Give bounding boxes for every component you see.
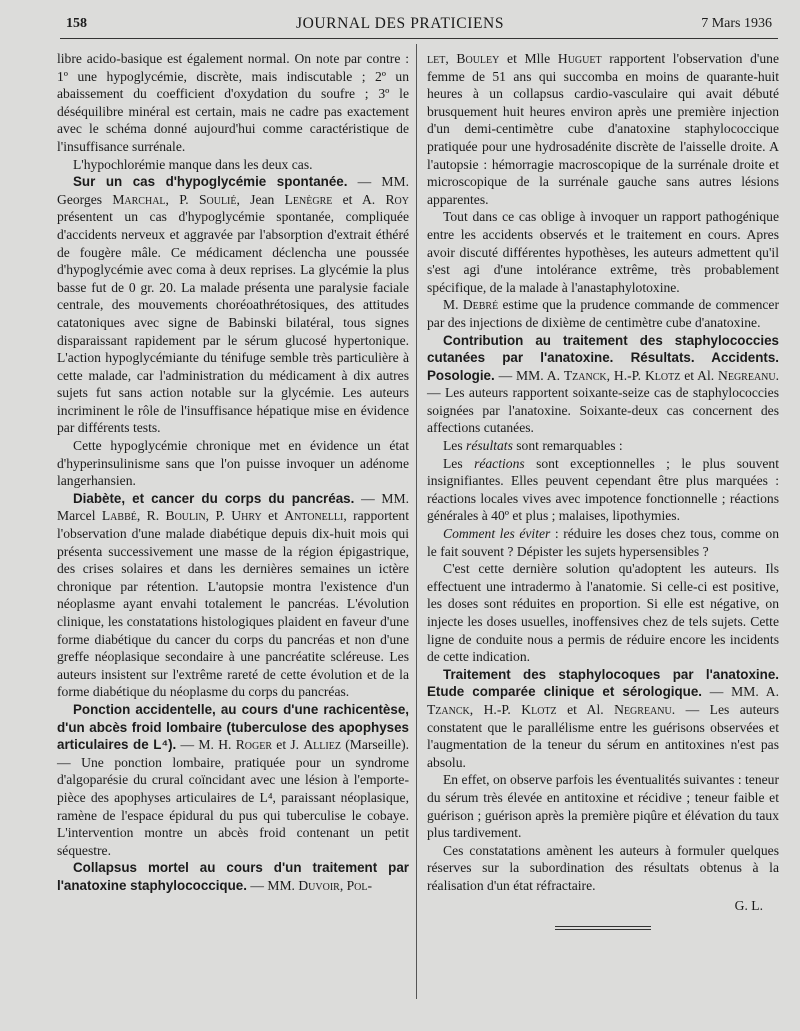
- journal-title: JOURNAL DES PRATICIENS: [295, 15, 505, 32]
- section-title: Sur un cas d'hypoglycémie spontanée.: [73, 174, 348, 190]
- section-body: présentent un cas d'hypoglycémie spontanée, compliquée d'accidents nerveux et aggravée par l'absorption d'extrait éthéré de fougère mâle. Ce médicament déclencha une poussée d'hypoglycémie avec coma à deux reprises. La glycémie la plus basse fut de 0 gr. 20. La malade présenta une paralysie faciale centrale, des mouvements choréoathrétosiques, des attitudes catatoniques avec signe de Babinski bilatéral, tous signes disparaissant rapidement par le sérum glucosé hypertonique. L'action hypoglycémiante du ténifuge semble très particulière à cette malade, car l'administration du médicament à dix autres sujets fut sans action notable sur la glycémie. Les auteurs incriminent le rôle de l'insuffisance hépatique mise en évidence par différents tests.: [57, 209, 409, 436]
- text: , Jean: [236, 191, 285, 207]
- section-body: , rapportent l'observation d'une malade diabétique depuis dix-huit mois qui présenta successivement une masse de la région épigastrique, des crises solaires et dans les dernières semaines un ictère chronique par rétention. L'autopsie montra l'existence d'un néoplasme ayant envahi totalement le pancréas. L'évolution clinique, les constatations histologiques plaident en faveur d'une forme diabétique du cancer du corps du pancréas et non d'une greffe néoplasique secondaire à une pancréatite scléreuse. Les auteurs insistent sur l'extrême rareté de cette évolution et de la forme diabétique du néoplasme du corps du pancréas.: [57, 508, 409, 700]
- section-collapsus-continued: [427, 50, 779, 208]
- paragraph: Tout dans ce cas oblige à invoquer un rapport pathogénique entre les accidents observés et le traitement en cours. Apres avoir discuté différentes hypothèses, les auteurs admettent qu'il s'est agi d'une intolérance extrême, très probablement spécifique, de la malade à l'anastaphylotoxine.: [427, 209, 779, 295]
- text: Les: [443, 438, 467, 454]
- end-rule: [555, 926, 651, 930]
- author-name: Pol-: [346, 877, 373, 893]
- section-hypoglycemie: [57, 173, 409, 437]
- left-column: [57, 50, 409, 895]
- text: , H.-P.: [469, 701, 522, 717]
- section-ponction: [57, 701, 409, 859]
- text: , P.: [205, 508, 232, 524]
- paragraph: En effet, on observe parfois les éventualités suivantes : teneur du sérum très élevée en antitoxine et récidive ; teneur faible et guérison ; guérison après la première piqûre et élévation du taux plus tardivement.: [427, 772, 779, 841]
- text: et Al.: [556, 701, 615, 717]
- section-title: Ponction accidentelle, au cours d'une rachicentèse, d'un abcès froid lombaire (tuberculose des apophyses articulaires de L⁴).: [57, 701, 409, 753]
- column-divider: [416, 44, 417, 999]
- text: — MM. A.: [702, 684, 780, 700]
- text: , P.: [165, 191, 199, 207]
- author-name: Duvoir: [298, 877, 340, 893]
- author-name: Roger: [235, 737, 272, 753]
- paragraph: Ces constatations amènent les auteurs à formuler quelques réserves sur la subordination des résultats obtenus à la réalisation d'un état réfractaire.: [427, 842, 779, 893]
- section-body: rapportent l'observation d'une femme de 51 ans qui succomba en moins de quarante-huit heures à un collapsus cardio-vasculaire qui avait débuté brusquement huit heures environ après une première injection d'un demi-centimètre cube d'anatoxine staphylococcique pratiquée pour une hydrosadénite discrète de l'aisselle droite. A l'autopsie : hémorragie macroscopique de la surrénale droite et microscopique de la surrénale gauche sans autres lésions apparentes.: [427, 51, 779, 207]
- paragraph: [427, 525, 779, 560]
- text: — MM. Georges: [57, 174, 409, 207]
- author-name: Roy: [385, 191, 409, 207]
- section-collapsus: [57, 859, 409, 894]
- author-name: Negreanu: [718, 367, 776, 383]
- section-diabete: [57, 490, 409, 701]
- text: M.: [443, 297, 463, 313]
- paragraph: [427, 296, 779, 331]
- signature: G. L.: [734, 897, 763, 913]
- text: ,: [445, 51, 457, 66]
- author-name: Klotz: [521, 701, 557, 717]
- text: et Al.: [680, 367, 719, 383]
- author-name: Lenègre: [284, 191, 333, 207]
- text: et Mlle: [499, 51, 558, 66]
- section-title: Diabète, et cancer du corps du pancréas.: [73, 490, 355, 506]
- author-name: Marchal: [112, 191, 166, 207]
- paragraph: L'hypochlorémie manque dans les deux cas.: [73, 156, 313, 172]
- text: estime que la prudence commande de commencer par des injections de dixième de centimètre cube d'anatoxine.: [427, 297, 779, 330]
- paragraph: Cette hypoglycémie chronique met en évidence un état d'hyperinsulinisme sans que l'on puisse invoquer un adénome langerhansien.: [57, 438, 409, 489]
- text: , H.-P.: [606, 367, 645, 383]
- section-traitement: [427, 666, 779, 772]
- page-number: 158: [66, 16, 87, 31]
- author-name: Alliez: [303, 737, 341, 753]
- author-name: Tzanck: [427, 701, 470, 717]
- author-name: Debré: [462, 297, 499, 313]
- text: et J.: [272, 737, 304, 753]
- section-body: . — Les auteurs rapportent soixante-seize cas de staphylococcies soignées par l'anatoxine. Soixante-deux cas concernent des affections cutanées.: [427, 367, 780, 436]
- paragraph: [427, 437, 779, 455]
- author-name: Boulin: [165, 508, 206, 524]
- paragraph: libre acido-basique est également normal. On note par contre : 1º une hypoglycémie, discrète, mais indiscutable ; 2º un abaissement du coefficient d'oxydation du soufre ; 3º le déséquilibre minéral est certain, mais ne cadre pas exactement avec le schéma donné aujourd'hui comme caractéristique de l'insuffisance surrénale.: [57, 51, 409, 154]
- text: — MM.: [246, 877, 299, 893]
- text: — M. H.: [176, 737, 236, 753]
- section-title: Traitement des staphylocoques par l'anatoxine. Etude comparée clinique et sérologique.: [427, 666, 779, 700]
- text: — MM. A.: [494, 367, 564, 383]
- text: Les: [443, 455, 475, 471]
- text: : réduire les doses chez tous, comme on le fait souvent ? Dépister les sujets hypersensibles ?: [427, 526, 779, 559]
- section-body: (Marseille). — Une ponction lombaire, pratiquée pour un syndrome d'algoparésie du crural coïncidant avec une lésion à l'emporte-pièce des apophyses articulaires de L⁴, paraissant néoplasique, ramène de l'espace épidural du pus qui tuberculise le cobaye. L'intervention montre un abcès froid contenant un petit séquestre.: [57, 737, 410, 858]
- author-name: Huguet: [557, 51, 602, 66]
- section-body: . — Les auteurs constatent que le parallélisme entre les guérisons observées et l'augmentation de la teneur du sérum en antitoxines n'est pas absolu.: [427, 701, 779, 770]
- author-name: Soulié: [198, 191, 237, 207]
- section-title: Contribution au traitement des staphylococcies cutanées par l'anatoxine. Résultats. Accidents. Posologie.: [427, 332, 779, 383]
- author-name: Labbé: [101, 508, 137, 524]
- text: ,: [339, 877, 347, 893]
- header-rule: [60, 38, 778, 39]
- author-name: Tzanck: [563, 367, 607, 383]
- right-column: [427, 50, 779, 930]
- section-title: Collapsus mortel au cours d'un traitement par l'anatoxine staphylococcique.: [57, 860, 409, 893]
- author-name: Uhry: [231, 508, 262, 524]
- author-name: Negreanu: [614, 701, 672, 717]
- emphasis: réactions: [474, 455, 525, 471]
- issue-date: 7 Mars 1936: [701, 16, 772, 31]
- text: sont exceptionnelles ; le plus souvent insignifiantes. Elles peuvent cependant être plus marquées : réactions locales vives avec impotence fonctionnelle ; réactions générales à 40º et plus ; malaises, lipothymies.: [427, 455, 779, 524]
- author-name: Klotz: [644, 367, 681, 383]
- text: et A.: [332, 191, 386, 207]
- author-name: Antonelli: [284, 508, 344, 524]
- author-name: Bouley: [456, 51, 500, 66]
- paragraph: [427, 455, 779, 525]
- paragraph: C'est cette dernière solution qu'adoptent les auteurs. Ils effectuent une intradermo à l'anatomie. Si celle-ci est positive, les doses sont réduites en proportion. Si elle est négative, on injecte les doses usuelles, inoffensives chez de tels sujets. Cette ligne de conduite nous a permis de réduire encore les incidents de cette indication.: [427, 561, 779, 665]
- page-header: [0, 0, 800, 40]
- text: — MM. Marcel: [57, 490, 409, 524]
- emphasis: Comment les éviter: [443, 526, 551, 542]
- text: , R.: [136, 508, 166, 524]
- emphasis: résultats: [466, 438, 513, 454]
- section-contribution: [427, 332, 779, 438]
- text: et: [261, 508, 285, 524]
- author-name: let: [427, 51, 446, 66]
- text: sont remarquables :: [512, 438, 623, 454]
